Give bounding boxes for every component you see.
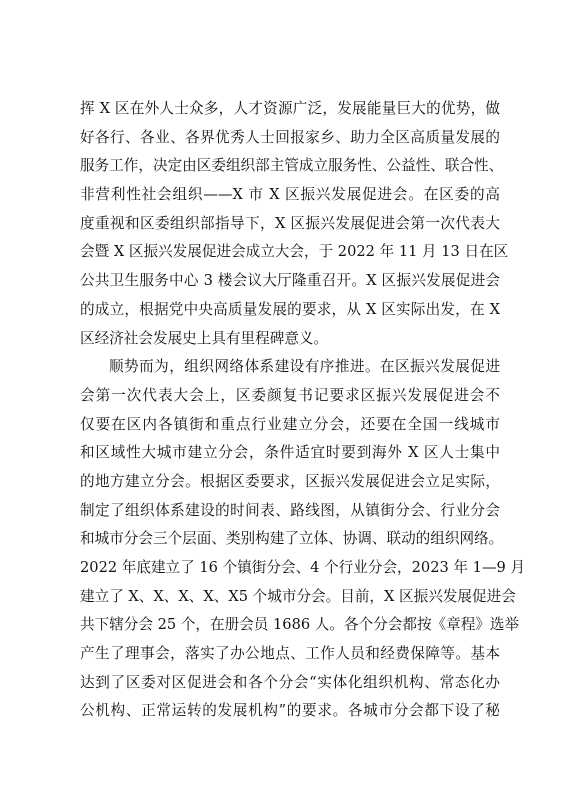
text-line: 非营利性社会组织——X 市 X 区振兴发展促进会。在区委的高 — [80, 186, 500, 204]
text-line: 达到了区委对区促进会和各个分会“实体化组织机构、常态化办 — [80, 673, 500, 691]
text-line: 和城市分会三个层面、类别构建了立体、协调、联动的组织网络。 — [80, 530, 504, 548]
text-line: 2022 年底建立了 16 个镇街分会、4 个行业分会，2023 年 1—9 月 — [80, 559, 526, 576]
paragraph-1 — [80, 95, 509, 353]
text-line: 顺势而为，组织网络体系建设有序推进。在区振兴发展促进 — [109, 358, 500, 376]
text-line: 公共卫生服务中心 3 楼会议大厅隆重召开。X 区振兴发展促进会 — [80, 272, 500, 290]
text-line: 区经济社会发展史上具有里程碑意义。 — [80, 329, 329, 347]
body-text — [80, 95, 526, 726]
text-line: 度重视和区委组织部指导下，X 区振兴发展促进会第一次代表大 — [80, 214, 500, 232]
text-line: 产生了理事会，落实了办公地点、工作人员和经费保障等。基本 — [80, 645, 500, 663]
text-line: 会暨 X 区振兴发展促进会成立大会，于 2022 年 11 月 13 日在区 — [80, 243, 509, 261]
text-line: 建立了 X、X、X、X、X5 个城市分会。目前，X 区振兴发展促进会 — [80, 587, 516, 605]
text-line: 和区域性大城市建立分会，条件适宜时要到海外 X 区人士集中 — [80, 444, 500, 462]
text-line: 好各行、各业、各界优秀人士回报家乡、助力全区高质量发展的 — [80, 128, 500, 146]
text-line: 制定了组织体系建设的时间表、路线图，从镇街分会、行业分会 — [80, 501, 500, 519]
text-line: 会第一次代表大会上，区委颜复书记要求区振兴发展促进会不 — [80, 386, 500, 404]
text-line: 共下辖分会 25 个，在册会员 1686 人。各个分会都按《章程》选举 — [80, 616, 520, 634]
paragraph-2 — [80, 353, 526, 726]
text-line: 的地方建立分会。根据区委要求，区振兴发展促进会立足实际， — [80, 472, 500, 490]
text-line: 服务工作，决定由区委组织部主管成立服务性、公益性、联合性、 — [80, 157, 504, 175]
text-line: 挥 X 区在外人士众多，人才资源广泛，发展能量巨大的优势，做 — [80, 100, 500, 117]
text-line: 公机构、正常运转的发展机构”的要求。各城市分会都下设了秘 — [80, 702, 500, 720]
text-line: 的成立，根据党中央高质量发展的要求，从 X 区实际出发，在 X — [80, 300, 500, 318]
text-line: 仅要在区内各镇街和重点行业建立分会，还要在全国一线城市 — [80, 415, 500, 433]
